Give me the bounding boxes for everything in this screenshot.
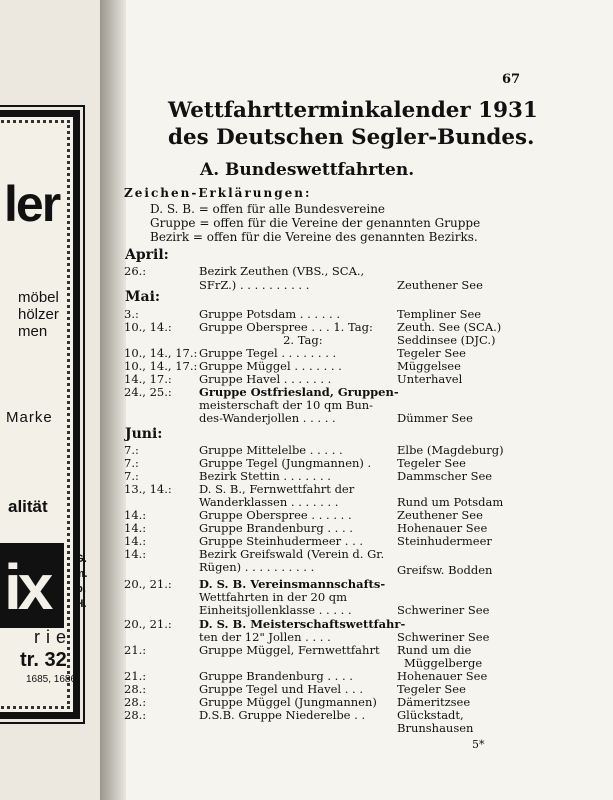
ad-text-qualitaet: alität [8,497,48,516]
row-location: Hohenauer See [397,669,488,683]
row-event: 2. Tag: [199,333,323,347]
row-event: Gruppe Tegel . . . . . . . . [199,346,337,360]
ad-text-line: hölzer [18,306,59,323]
row-event: Gruppe Tegel und Havel . . . [199,682,363,696]
month-heading-mai: Mai: [125,289,161,305]
row-date: 10., 14., 17.: [124,359,198,373]
ad-gmbh-letter: H. [75,598,87,610]
row-location: Müggelberge [404,656,483,670]
row-location: Tegeler See [397,346,466,360]
row-location: Greifsw. Bodden [397,563,493,577]
ad-gmbh-letter: G. [75,553,87,565]
row-event: ten der 12" Jollen . . . . [199,630,331,644]
section-heading: A. Bundeswettfahrten. [200,160,415,180]
row-event: Bezirk Greifswald (Verein d. Gr. [199,547,385,561]
ad-text-line: möbel [18,289,59,306]
row-location: Elbe (Magdeburg) [397,443,504,457]
row-date: 10., 14.: [124,320,172,334]
ad-text-marke: Marke [6,409,53,426]
row-date: 13., 14.: [124,482,172,496]
row-event: D. S. B., Fernwettfahrt der [199,482,355,496]
row-date: 10., 14., 17.: [124,346,198,360]
page-gutter-shadow [100,0,126,800]
row-date: 28.: [124,708,147,722]
row-event: D.S.B. Gruppe Niederelbe . . [199,708,366,722]
row-event: Gruppe Potsdam . . . . . . [199,307,340,321]
ad-brand-letters: ix [4,551,50,623]
row-event: des-Wanderjollen . . . . . [199,411,336,425]
ad-street: tr. 32 [20,649,67,671]
row-date: 14.: [124,521,147,535]
row-event: Wanderklassen . . . . . . . [199,495,339,509]
row-date: 7.: [124,443,139,457]
row-location: Glückstadt, [397,708,464,722]
row-location: Templiner See [397,307,482,321]
row-event: D. S. B. Meisterschaftswettfahr- [199,617,406,631]
ad-gmbh-letter: m. [74,568,88,580]
row-location: Schweriner See [397,603,490,617]
row-date: 28.: [124,695,147,709]
row-event: SFrZ.) . . . . . . . . . . [199,278,310,292]
ad-headline: ler [4,176,60,232]
row-date: 7.: [124,456,139,470]
row-location: Zeuth. See (SCA.) [397,320,502,334]
row-date: 26.: [124,264,147,278]
row-event: Gruppe Müggel (Jungmannen) [199,695,377,709]
row-event: Gruppe Mittelelbe . . . . . [199,443,343,457]
row-date: 14.: [124,547,147,561]
row-date: 28.: [124,682,147,696]
ad-text-line: men [18,323,48,340]
row-event: Gruppe Ostfriesland, Gruppen- [199,385,399,399]
page-number: 67 [502,72,521,87]
row-location: Tegeler See [397,456,466,470]
row-event: Gruppe Steinhudermeer . . . [199,534,364,548]
row-location: Müggelsee [397,359,461,373]
row-event: Gruppe Müggel, Fernwettfahrt [199,643,380,657]
row-event: Gruppe Havel . . . . . . . [199,372,332,386]
ad-text-rie: rie [34,627,73,647]
row-event: Gruppe Tegel (Jungmannen) . [199,456,372,470]
legend-line: Bezirk = offen für die Vereine des genannten Bezirks. [150,230,478,244]
row-location: Dümmer See [397,411,473,425]
row-event: Gruppe Brandenburg . . . . [199,521,353,535]
row-event: Bezirk Stettin . . . . . . . [199,469,331,483]
row-location: Seddinsee (DJC.) [397,333,496,347]
row-date: 14.: [124,534,147,548]
row-location: Zeuthener See [397,508,483,522]
ad-phone: 1685, 1686 [26,674,77,685]
row-date: 24., 25.: [124,385,172,399]
row-location: Hohenauer See [397,521,488,535]
row-event: Gruppe Müggel . . . . . . . [199,359,342,373]
legend-line: Gruppe = offen für die Vereine der genannten Gruppe [150,216,481,230]
row-location: Steinhudermeer [397,534,492,548]
row-date: 14.: [124,508,147,522]
row-event: Einheitsjollenklasse . . . . . [199,603,352,617]
legend-heading: Zeichen-Erklärungen: [124,186,312,200]
row-event: D. S. B. Vereinsmannschafts- [199,577,386,591]
month-heading-juni: Juni: [125,426,163,442]
row-date: 21.: [124,643,147,657]
row-location: Rund um die [397,643,472,657]
row-date: 7.: [124,469,139,483]
row-location: Unterhavel [397,372,463,386]
row-event: Gruppe Oberspree . . . 1. Tag: [199,320,373,334]
row-event: Gruppe Brandenburg . . . . [199,669,353,683]
row-location: Dämeritzsee [397,695,471,709]
row-event: Bezirk Zeuthen (VBS., SCA., [199,264,365,278]
ad-gmbh-column [74,552,88,612]
row-location: Schweriner See [397,630,490,644]
page-title-line2: des Deutschen Segler-Bundes. [168,124,535,149]
row-location: Dammscher See [397,469,493,483]
row-date: 14., 17.: [124,372,172,386]
row-date: 21.: [124,669,147,683]
row-event: Rügen) . . . . . . . . . . [199,560,315,574]
facing-page [0,0,100,800]
row-date: 20., 21.: [124,617,172,631]
row-location: Rund um Potsdam [397,495,504,509]
row-location: Brunshausen [397,721,474,735]
signature-mark: 5* [472,738,485,751]
row-location: Tegeler See [397,682,466,696]
month-heading-april: April: [125,247,169,263]
ad-gmbh-letter: b. [76,583,86,595]
row-location: Zeuthener See [397,278,483,292]
page-title: Wettfahrtterminkalender 1931 [168,97,538,122]
row-date: 3.: [124,307,139,321]
row-event: Gruppe Oberspree . . . . . . [199,508,352,522]
row-date: 20., 21.: [124,577,172,591]
row-event: Wettfahrten in der 20 qm [199,590,348,604]
row-event: meisterschaft der 10 qm Bun- [199,398,374,412]
legend-line: D. S. B. = offen für alle Bundesvereine [150,202,386,216]
